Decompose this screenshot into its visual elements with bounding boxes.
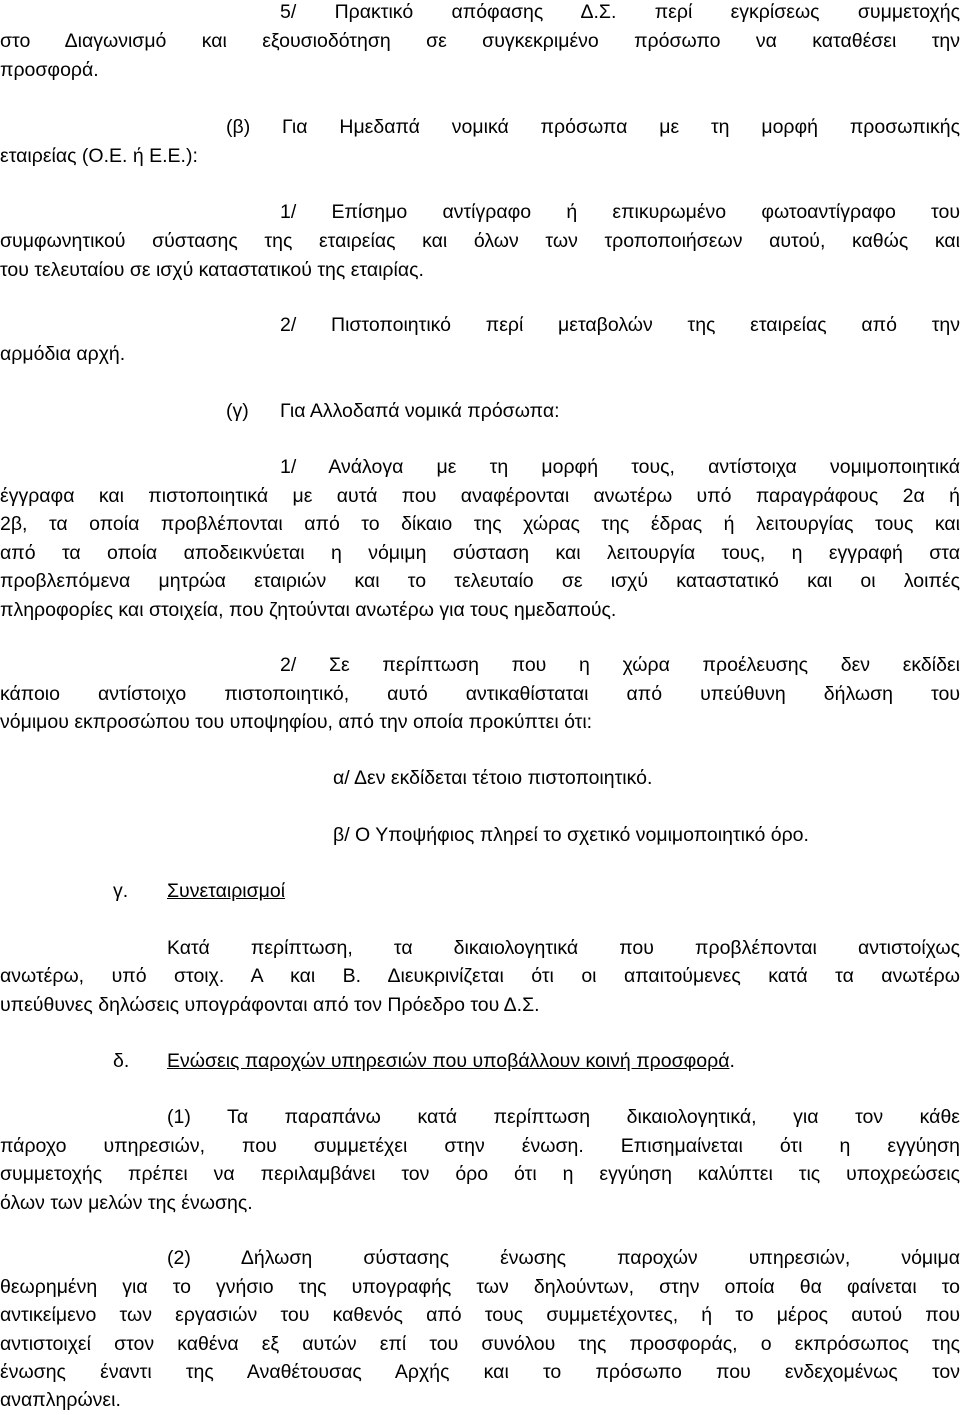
para-d1-line-3: συμμετοχής πρέπει να περιλαμβάνει τον όρο ότι η εγγύηση καλύπτει τις υποχρεώσεις [0, 1163, 960, 1185]
section-d-heading [167, 1047, 735, 1076]
para-d2-line-6: αναπληρώνει. [0, 1389, 121, 1411]
para-b1-line-2: συμφωνητικού σύστασης της εταιρείας και όλων των τροποποιήσεων αυτού, καθώς και [0, 230, 960, 252]
section-g-label: γ. [113, 880, 129, 902]
para-d2-line-1: (2) Δήλωση σύστασης ένωσης παροχών υπηρεσιών, νόμιμα [167, 1247, 960, 1269]
para-5-line-3: προσφορά. [0, 59, 99, 81]
para-b1-line-1: 1/ Επίσημο αντίγραφο ή επικυρωμένο φωτοαντίγραφο του [280, 201, 960, 223]
para-d2-line-3: αντικείμενο των εργασιών του καθενός από τους συμμετέχοντες, ή το μέρος αυτού που [0, 1304, 960, 1326]
para-g1-line-5: προβλεπόμενα μητρώα εταιριών και το τελευταίο σε ισχύ καταστατικό και οι λοιπές [0, 570, 960, 592]
para-g-heading: Για Αλλοδαπά νομικά πρόσωπα: [280, 400, 560, 422]
section-g-line-2: ανωτέρω, υπό στοιχ. Α και Β. Διευκρινίζεται ότι οι απαιτούμενες κατά τα ανωτέρω [0, 965, 960, 987]
para-d2-line-4: αντιστοιχεί στον καθένα εξ αυτών επί του συνόλου της προσφοράς, ο εκπρόσωπος της [0, 1333, 960, 1355]
para-g1-line-1: 1/ Ανάλογα με τη μορφή τους, αντίστοιχα νομιμοποιητικά [280, 456, 960, 478]
section-d-label: δ. [113, 1050, 130, 1072]
para-b-heading-line-2: εταιρείας (Ο.Ε. ή Ε.Ε.): [0, 145, 198, 167]
para-g1-line-3: 2β, τα οποία προβλέπονται από το δίκαιο της χώρας της έδρας ή λειτουργίας τους και [0, 513, 960, 535]
para-g1-line-6: πληροφορίες και στοιχεία, που ζητούνται ανωτέρω για τους ημεδαπούς. [0, 599, 617, 621]
para-g2-line-3: νόμιμου εκπροσώπου του υποψηφίου, από την οποία προκύπτει ότι: [0, 711, 593, 733]
para-b2-line-2: αρμόδια αρχή. [0, 343, 126, 365]
para-5-line-2: στο Διαγωνισμό και εξουσιοδότηση σε συγκεκριμένο πρόσωπο να καταθέσει την [0, 30, 960, 52]
para-d2-line-2: θεωρημένη για το γνήσιο της υπογραφής των δηλούντων, στην οποία θα φαίνεται το [0, 1276, 960, 1298]
section-d-period: . [729, 1050, 735, 1072]
section-g-line-1: Κατά περίπτωση, τα δικαιολογητικά που προβλέπονται αντιστοίχως [167, 937, 960, 959]
subitem-beta: β/ Ο Υποψήφιος πληρεί το σχετικό νομιμοποιητικό όρο. [333, 824, 809, 846]
para-5-line-1: 5/ Πρακτικό απόφασης Δ.Σ. περί εγκρίσεως συμμετοχής [280, 1, 960, 23]
para-b1-line-3: του τελευταίου σε ισχύ καταστατικού της εταιρίας. [0, 259, 424, 281]
para-g2-line-1: 2/ Σε περίπτωση που η χώρα προέλευσης δεν εκδίδει [280, 654, 960, 676]
para-d2-line-5: ένωσης έναντι της Αναθέτουσας Αρχής και το πρόσωπο που ενδεχομένως τον [0, 1361, 960, 1383]
para-g1-line-4: από τα οποία αποδεικνύεται η νόμιμη σύσταση και λειτουργία τους, η εγγραφή στα [0, 542, 960, 564]
para-b2-line-1: 2/ Πιστοποιητικό περί μεταβολών της εταιρείας από την [280, 314, 960, 336]
para-d1-line-2: πάροχο υπηρεσιών, που συμμετέχει στην ένωση. Επισημαίνεται ότι η εγγύηση [0, 1135, 960, 1157]
para-g2-line-2: κάποιο αντίστοιχο πιστοποιητικό, αυτό αντικαθίσταται από υπεύθυνη δήλωση του [0, 683, 960, 705]
para-d1-line-1: (1) Τα παραπάνω κατά περίπτωση δικαιολογητικά, για τον κάθε [167, 1106, 960, 1128]
section-d-title: Ενώσεις παροχών υπηρεσιών που υποβάλλουν κοινή προσφορά [167, 1050, 730, 1072]
para-b-heading-line-1: (β) Για Ημεδαπά νομικά πρόσωπα με τη μορφή προσωπικής [226, 116, 960, 138]
subitem-alpha: α/ Δεν εκδίδεται τέτοιο πιστοποιητικό. [333, 767, 653, 789]
section-g-title: Συνεταιρισμοί [167, 880, 286, 902]
para-g1-line-2: έγγραφα και πιστοποιητικά με αυτά που αναφέρονται ανωτέρω υπό παραγράφους 2α ή [0, 485, 960, 507]
para-d1-line-4: όλων των μελών της ένωσης. [0, 1192, 253, 1214]
para-g-label: (γ) [226, 400, 249, 422]
section-g-line-3: υπεύθυνες δηλώσεις υπογράφονται από τον Πρόεδρο του Δ.Σ. [0, 994, 540, 1016]
